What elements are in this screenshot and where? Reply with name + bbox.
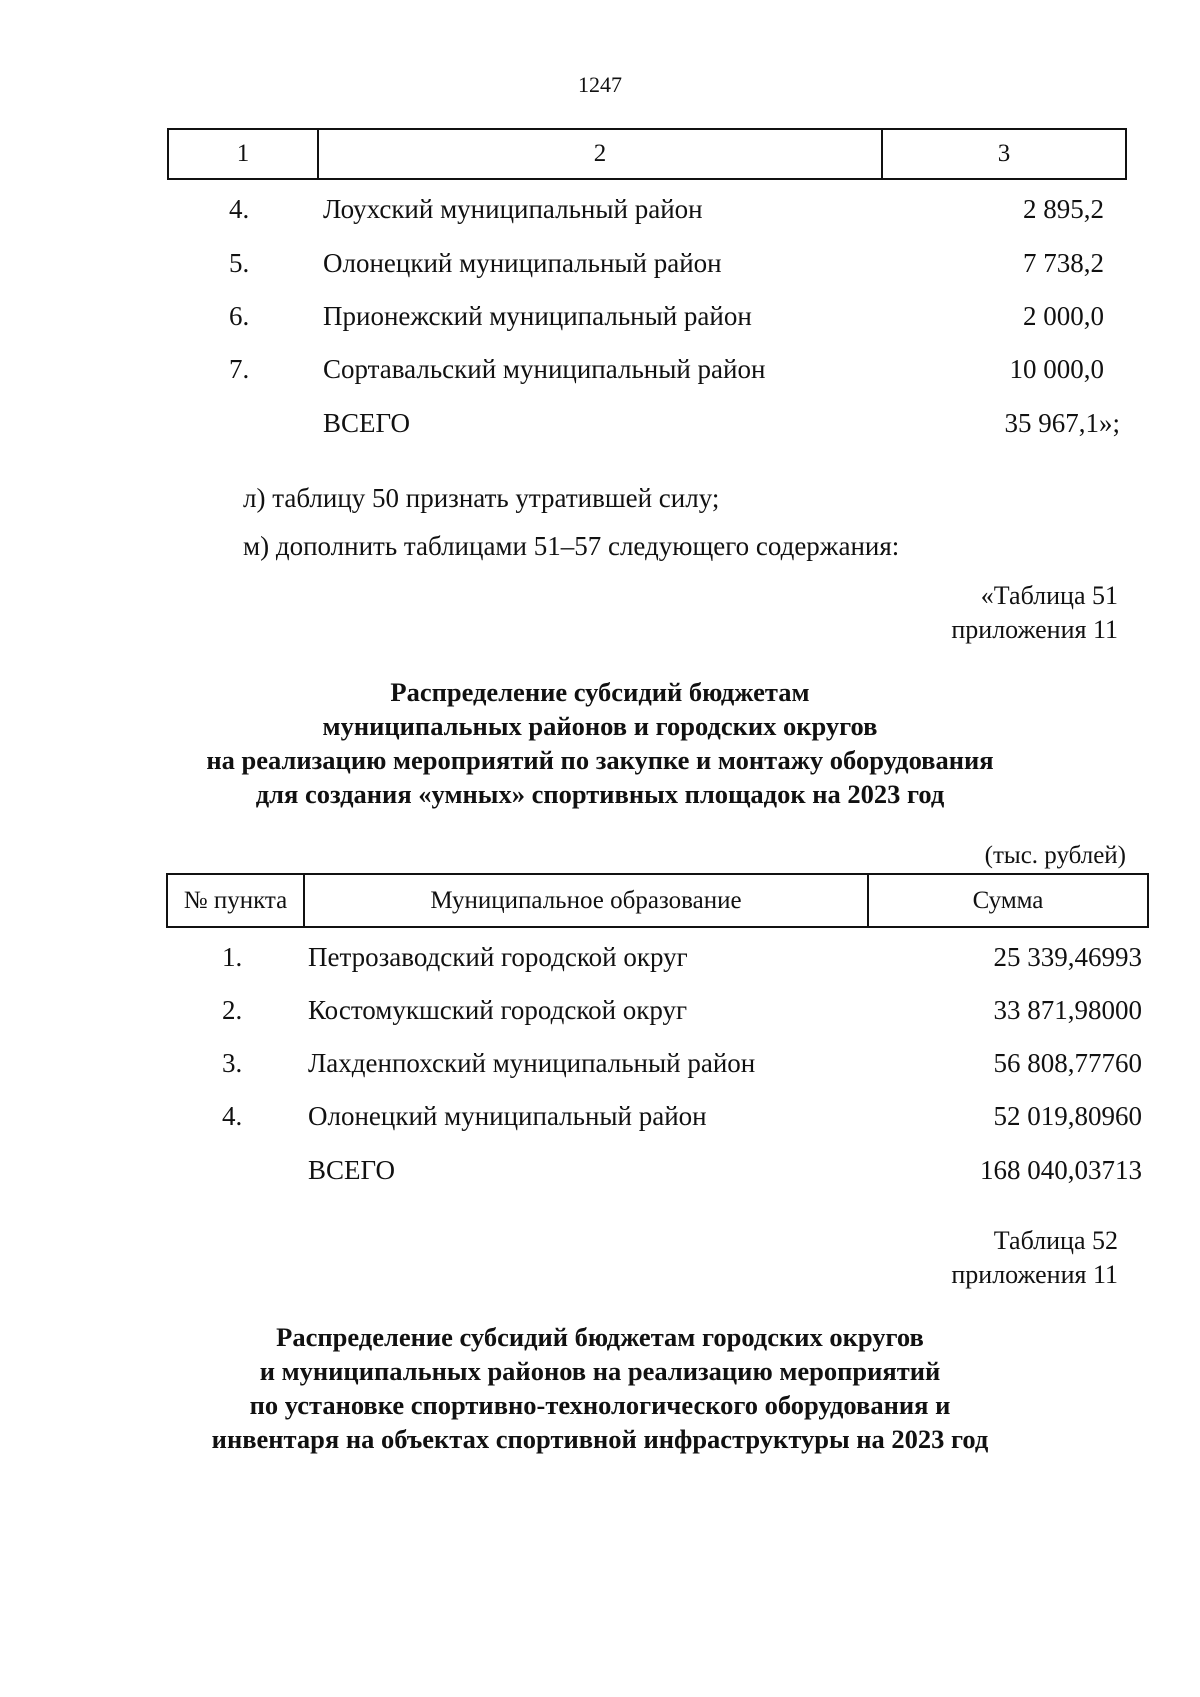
title-line: по установке спортивно-технологического оборудования и xyxy=(249,1390,951,1420)
row-number: 4. xyxy=(229,194,250,224)
row-number: 1. xyxy=(222,942,243,972)
row-number: 3. xyxy=(222,1048,243,1078)
row-name: Петрозаводский городской округ xyxy=(308,942,688,972)
table-row xyxy=(0,990,1200,1030)
continued-table-header xyxy=(167,128,1127,180)
row-name: Лоухский муниципальный район xyxy=(323,194,703,224)
table-51-title xyxy=(0,675,1200,811)
total-label: ВСЕГО xyxy=(323,408,410,438)
total-row xyxy=(0,1150,1200,1190)
table-label-line: «Таблица 51 xyxy=(980,581,1118,610)
row-number: 6. xyxy=(229,301,250,331)
row-amount: 52 019,80960 xyxy=(993,1101,1142,1131)
column-header-municipality: Муниципальное образование xyxy=(305,875,869,926)
title-line: муниципальных районов и городских округов xyxy=(322,711,878,741)
column-header-number: № пункта xyxy=(168,875,305,926)
title-line: Распределение субсидий бюджетам xyxy=(390,677,810,707)
row-name: Лахденпохский муниципальный район xyxy=(308,1048,756,1078)
total-amount: 168 040,03713 xyxy=(980,1155,1142,1185)
title-line: инвентаря на объектах спортивной инфраструктуры на 2023 год xyxy=(211,1424,989,1454)
paragraph-l: л) таблицу 50 признать утратившей силу; xyxy=(243,483,720,513)
title-line: на реализацию мероприятий по закупке и монтажу оборудования xyxy=(206,745,994,775)
row-amount: 2 895,2 xyxy=(1023,194,1104,224)
table-51-label xyxy=(951,579,1118,647)
title-line: для создания «умных» спортивных площадок на 2023 год xyxy=(255,779,945,809)
total-label: ВСЕГО xyxy=(308,1155,395,1185)
column-header-2: 2 xyxy=(319,130,883,178)
table-row xyxy=(0,296,1200,336)
table-row xyxy=(0,349,1200,389)
row-amount: 25 339,46993 xyxy=(993,942,1142,972)
table-row xyxy=(0,189,1200,229)
table-label-line: приложения 11 xyxy=(951,615,1118,644)
units-label: (тыс. рублей) xyxy=(984,842,1126,869)
row-name: Олонецкий муниципальный район xyxy=(323,248,722,278)
row-amount: 10 000,0 xyxy=(1009,354,1104,384)
paragraph-m: м) дополнить таблицами 51–57 следующего содержания: xyxy=(243,531,900,561)
column-header-sum: Сумма xyxy=(972,886,1044,914)
table-row xyxy=(0,1096,1200,1136)
row-number: 2. xyxy=(222,995,243,1025)
row-amount: 56 808,77760 xyxy=(993,1048,1142,1078)
table-51-header xyxy=(166,873,1149,928)
row-name: Сортавальский муниципальный район xyxy=(323,354,766,384)
row-amount: 2 000,0 xyxy=(1023,301,1104,331)
column-header-1: 1 xyxy=(169,130,319,178)
table-row xyxy=(0,243,1200,283)
row-name: Олонецкий муниципальный район xyxy=(308,1101,707,1131)
table-52-label xyxy=(951,1224,1118,1292)
row-name: Костомукшский городской округ xyxy=(308,995,688,1025)
row-name: Прионежский муниципальный район xyxy=(323,301,752,331)
table-row xyxy=(0,937,1200,977)
total-row xyxy=(0,403,1200,443)
row-amount: 33 871,98000 xyxy=(993,995,1142,1025)
table-label-line: приложения 11 xyxy=(951,1260,1118,1289)
page-number: 1247 xyxy=(578,72,622,97)
table-row xyxy=(0,1043,1200,1083)
table-52-title xyxy=(0,1320,1200,1456)
row-number: 7. xyxy=(229,354,250,384)
row-number: 5. xyxy=(229,248,250,278)
row-amount: 7 738,2 xyxy=(1023,248,1104,278)
table-label-line: Таблица 52 xyxy=(993,1226,1118,1255)
title-line: и муниципальных районов на реализацию мероприятий xyxy=(259,1356,941,1386)
column-header-3: 3 xyxy=(997,140,1011,167)
row-number: 4. xyxy=(222,1101,243,1131)
total-amount: 35 967,1»; xyxy=(1004,408,1120,438)
title-line: Распределение субсидий бюджетам городских округов xyxy=(276,1322,924,1352)
